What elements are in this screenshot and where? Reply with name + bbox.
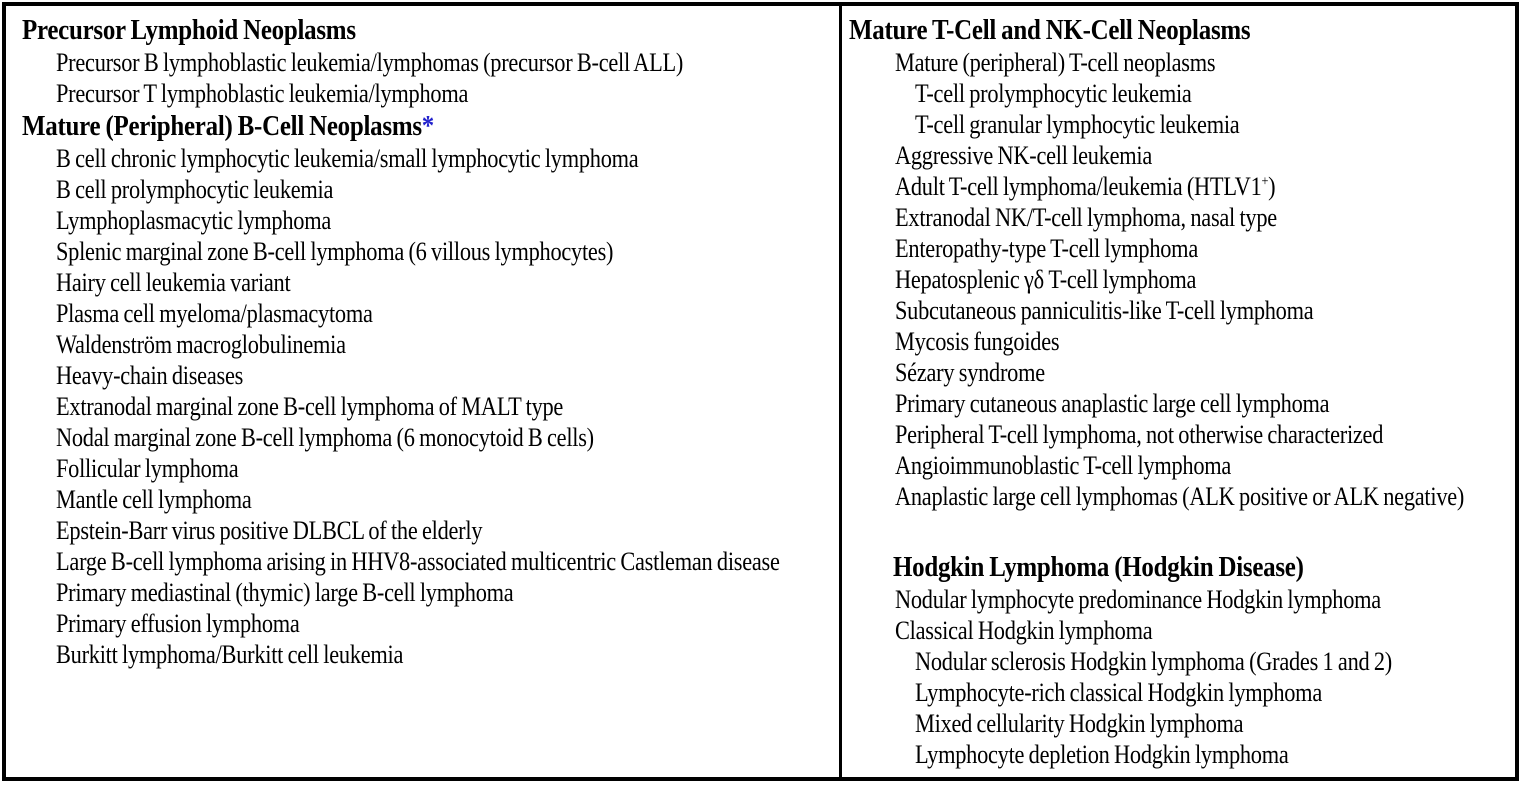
column-b-cell [6,6,842,777]
list-item: Precursor T lymphoblastic leukemia/lymphoma [56,79,469,108]
item-list [849,47,1511,512]
section-heading-text: Hodgkin Lymphoma (Hodgkin Disease) [893,551,1304,583]
list-item: Primary cutaneous anaplastic large cell lymphoma [895,389,1330,418]
section-heading [849,13,1511,47]
classification-table [2,2,1519,781]
list-item: Burkitt lymphoma/Burkitt cell leukemia [56,640,404,669]
list-item: Enteropathy-type T-cell lymphoma [895,234,1198,263]
list-item: Precursor B lymphoblastic leukemia/lymphomas (precursor B-cell ALL) [56,48,684,77]
list-item: Plasma cell myeloma/plasmacytoma [56,299,373,328]
list-item: Hepatosplenic γδ T-cell lymphoma [895,265,1197,294]
section-heading-text: Mature T-Cell and NK-Cell Neoplasms [849,14,1251,46]
list-item: Peripheral T-cell lymphoma, not otherwise characterized [895,420,1384,449]
list-item: Primary mediastinal (thymic) large B-cell lymphoma [56,578,514,607]
section-heading-text: Precursor Lymphoid Neoplasms [22,14,356,46]
list-item: Adult T-cell lymphoma/leukemia (HTLV1+) [895,172,1276,201]
list-item: Anaplastic large cell lymphomas (ALK positive or ALK negative) [895,482,1465,511]
list-item: Mixed cellularity Hodgkin lymphoma [915,709,1244,738]
section-heading [849,550,1511,584]
list-item: B cell chronic lymphocytic leukemia/small lymphocytic lymphoma [56,144,639,173]
section-mature-t-nk-cell-neoplasms [849,13,1511,512]
list-item: B cell prolymphocytic leukemia [56,175,334,204]
section-precursor-lymphoid-neoplasms [22,13,835,109]
section-heading-text: Mature (Peripheral) B-Cell Neoplasms [22,110,422,142]
list-item: Splenic marginal zone B-cell lymphoma (6 villous lymphocytes) [56,237,614,266]
item-list [22,143,835,670]
section-hodgkin-lymphoma [849,550,1511,770]
list-item: T-cell granular lymphocytic leukemia [915,110,1240,139]
section-mature-b-cell-neoplasms [22,109,835,670]
list-item: Extranodal NK/T-cell lymphoma, nasal type [895,203,1277,232]
list-item: Large B-cell lymphoma arising in HHV8-associated multicentric Castleman disease [56,547,780,576]
list-item: Nodular lymphocyte predominance Hodgkin lymphoma [895,585,1381,614]
list-item: Waldenström macroglobulinemia [56,330,346,359]
list-item: Heavy-chain diseases [56,361,244,390]
list-item: Mycosis fungoides [895,327,1060,356]
list-item: Lymphocyte depletion Hodgkin lymphoma [915,740,1289,769]
list-item: Nodal marginal zone B-cell lymphoma (6 monocytoid B cells) [56,423,594,452]
list-item: T-cell prolymphocytic leukemia [915,79,1192,108]
column-t-nk-hodgkin [842,6,1515,777]
list-item: Hairy cell leukemia variant [56,268,291,297]
list-item: Nodular sclerosis Hodgkin lymphoma (Grades 1 and 2) [915,647,1392,676]
list-item: Lymphocyte-rich classical Hodgkin lymphoma [915,678,1322,707]
list-item: Sézary syndrome [895,358,1045,387]
list-item: Subcutaneous panniculitis-like T-cell lymphoma [895,296,1314,325]
footnote-asterisk: * [421,110,435,142]
list-item: Primary effusion lymphoma [56,609,300,638]
item-list [849,584,1511,770]
list-item: Classical Hodgkin lymphoma [895,616,1153,645]
list-item: Extranodal marginal zone B-cell lymphoma of MALT type [56,392,564,421]
list-item: Mantle cell lymphoma [56,485,252,514]
list-item: Aggressive NK-cell leukemia [895,141,1153,170]
list-item: Angioimmunoblastic T-cell lymphoma [895,451,1232,480]
list-item: Mature (peripheral) T-cell neoplasms [895,48,1216,77]
section-heading [22,109,835,143]
list-item: Epstein-Barr virus positive DLBCL of the elderly [56,516,483,545]
list-item: Lymphoplasmacytic lymphoma [56,206,331,235]
list-item: Follicular lymphoma [56,454,239,483]
item-list [22,47,835,109]
section-heading [22,13,835,47]
